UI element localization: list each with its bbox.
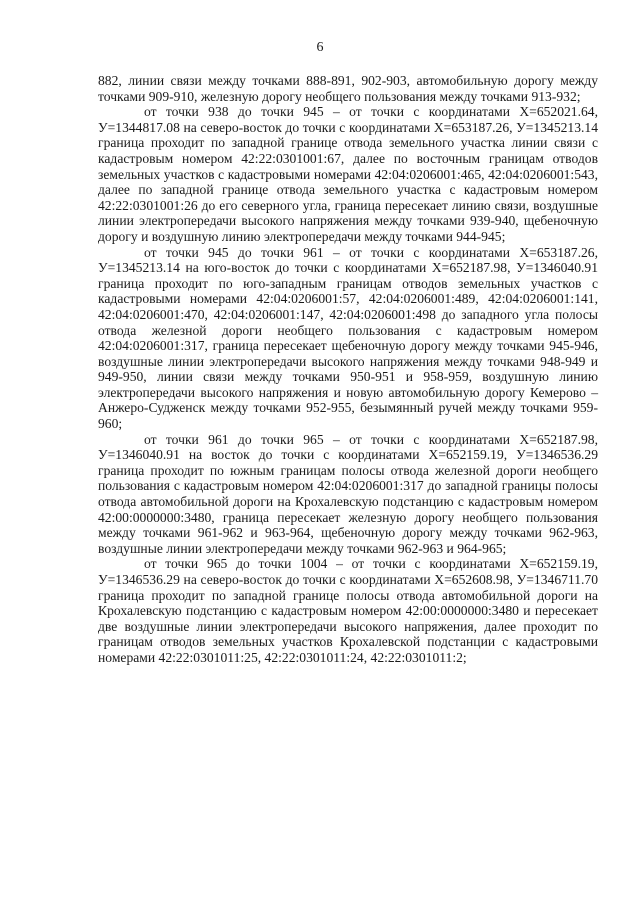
document-body <box>98 73 598 666</box>
paragraph-segment-938-945: от точки 938 до точки 945 – от точки с координатами Х=652021.64, У=1344817.08 на северо-восток до точки с координатами Х=653187.26, У=1345213.14 граница проходит по западной границе отвода земельного участка линии связи с кадастровым номером 42:22:0301001:67, далее по восточным границам отводов земельных участков с кадастровыми номерами 42:04:0206001:465, 42:04:0206001:543, далее по западной границе отвода земельного участка с кадастровым номером 42:22:0301001:26 до его северного угла, граница пересекает линию связи, воздушные линии электропередачи высокого напряжения между точками 939-940, щебеночную дорогу и воздушную линию электропередачи между точками 944-945; <box>98 104 598 244</box>
paragraph-segment-965-1004: от точки 965 до точки 1004 – от точки с координатами Х=652159.19, У=1346536.29 на северо-восток до точки с координатами Х=652608.98, У=1346711.70 граница проходит по западной границе полосы отвода автомобильной дороги на Крохалевскую подстанцию с кадастровым номером 42:00:0000000:3480 и пересекает две воздушные линии электропередачи высокого напряжения, далее проходит по границам отводов земельных участков Крохалевской подстанции с кадастровыми номерами 42:22:0301011:25, 42:22:0301011:24, 42:22:0301011:2; <box>98 556 598 665</box>
page-number: 6 <box>316 40 324 55</box>
paragraph-segment-961-965: от точки 961 до точки 965 – от точки с координатами Х=652187.98, У=1346040.91 на восток до точки с координатами Х=652159.19, У=1346536.29 граница проходит по южным границам полосы отвода железной дороги необщего пользования с кадастровым номером 42:04:0206001:317 до западной границы полосы отвода автомобильной дороги на Крохалевскую подстанцию с кадастровым номером 42:00:0000000:3480, граница пересекает железную дорогу необщего пользования между точками 961-962 и 963-964, щебеночную дорогу между точками 962-963, воздушные линии электропередачи между точками 962-963 и 964-965; <box>98 431 598 556</box>
paragraph-continuation: 882, линии связи между точками 888-891, 902-903, автомобильную дорогу между точками 909-910, железную дорогу необщего пользования между точками 913-932; <box>98 73 598 104</box>
paragraph-segment-945-961: от точки 945 до точки 961 – от точки с координатами Х=653187.26, У=1345213.14 на юго-восток до точки с координатами Х=652187.98, У=1346040.91 граница проходит по юго-западным границам отводов земельных участков с кадастровыми номерами 42:04:0206001:57, 42:04:0206001:489, 42:04:0206001:141, 42:04:0206001:470, 42:04:0206001:147, 42:04:0206001:498 до западного угла полосы отвода железной дороги необщего пользования с кадастровым номером 42:04:0206001:317, граница пересекает щебеночную дорогу между точками 945-946, воздушные линии электропередачи высокого напряжения между точками 948-949 и 949-950, линии связи между точками 950-951 и 958-959, воздушную линию электропередачи высокого напряжения и новую автомобильную дорогу Кемерово – Анжеро-Судженск между точками 952-955, безымянный ручей между точками 959-960; <box>98 244 598 432</box>
